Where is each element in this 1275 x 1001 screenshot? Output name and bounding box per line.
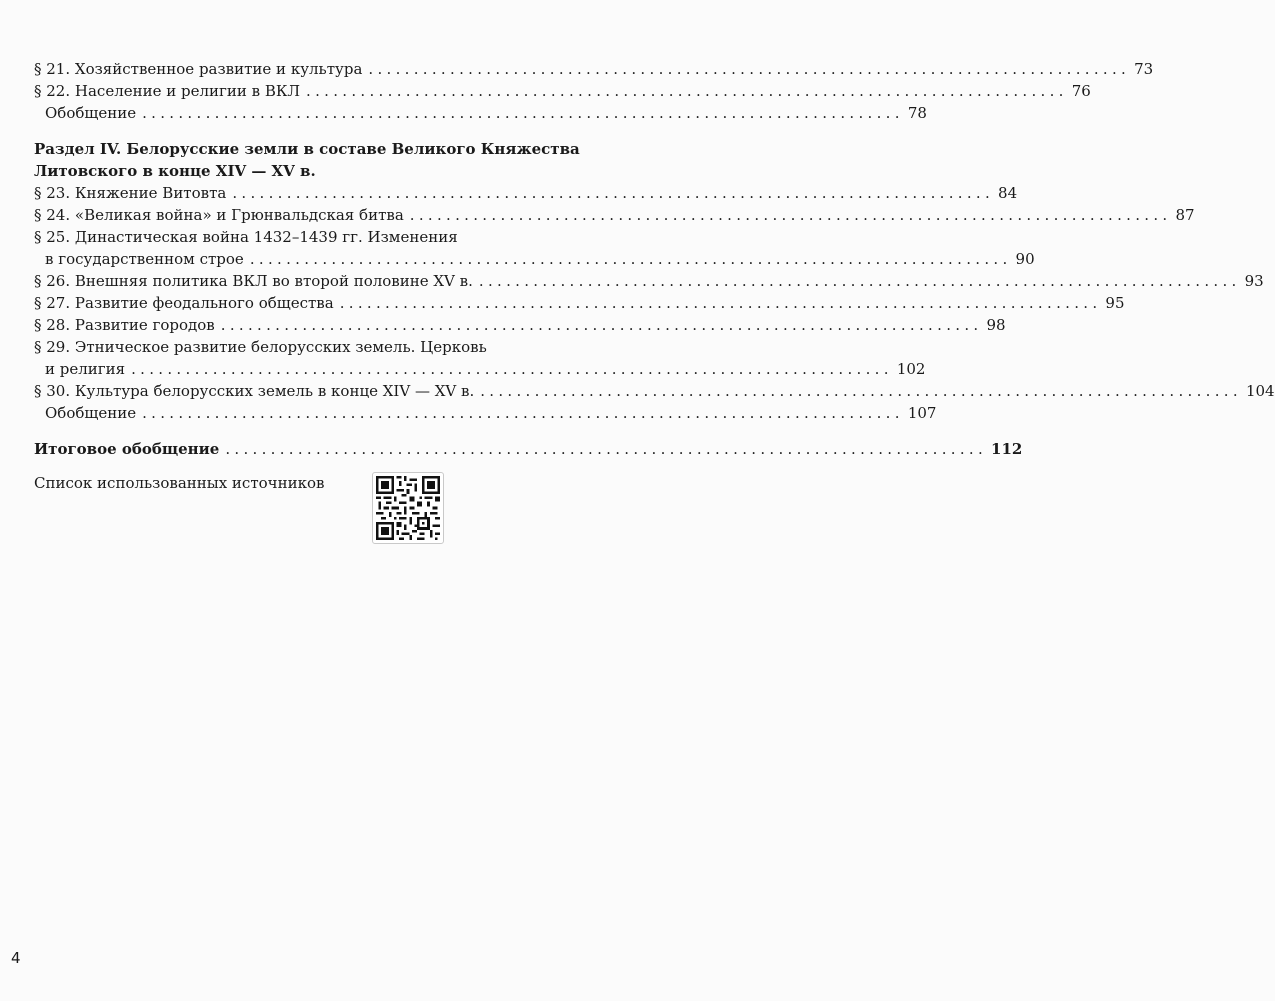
toc-page-number: 76 bbox=[1071, 82, 1091, 100]
dot-leader: .................................................................................... bbox=[409, 206, 1172, 224]
section-heading-line1: Раздел IV. Белорусские земли в составе Великого Княжества bbox=[34, 140, 580, 158]
toc-entry-title: § 24. «Великая война» и Грюнвальдская битва bbox=[34, 206, 404, 224]
dot-leader: .................................................................................... bbox=[339, 294, 1102, 312]
toc-page-number: 98 bbox=[986, 316, 1006, 334]
dot-leader: .................................................................................... bbox=[225, 440, 988, 458]
toc-entry-title: § 30. Культура белорусских земель в конце XIV — XV в. bbox=[34, 382, 475, 400]
dot-leader: .................................................................................... bbox=[220, 316, 983, 334]
toc-page-number: 95 bbox=[1105, 294, 1125, 312]
toc-page-number: 84 bbox=[998, 184, 1018, 202]
toc-entry-26[interactable] bbox=[34, 270, 1264, 292]
toc-entry-title: § 22. Население и религии в ВКЛ bbox=[34, 82, 301, 100]
dot-leader: .................................................................................... bbox=[249, 250, 1012, 268]
toc-page-number: 112 bbox=[991, 440, 1023, 458]
toc-entry-title: § 21. Хозяйственное развитие и культура bbox=[34, 60, 363, 78]
toc-page-number: 78 bbox=[907, 104, 927, 122]
dot-leader: .................................................................................... bbox=[368, 60, 1131, 78]
toc-entry-22[interactable] bbox=[34, 80, 1091, 102]
toc-page-number: 90 bbox=[1015, 250, 1035, 268]
toc-entry-24[interactable] bbox=[34, 204, 1195, 226]
toc-page-number: 102 bbox=[896, 360, 926, 378]
dot-leader: .................................................................................... bbox=[480, 382, 1242, 400]
toc-page-number: 73 bbox=[1134, 60, 1154, 78]
toc-entry-27[interactable] bbox=[34, 292, 1125, 314]
toc-page-number: 93 bbox=[1244, 272, 1264, 290]
sources-block bbox=[34, 472, 614, 494]
sources-label: Список использованных источников bbox=[34, 474, 325, 492]
toc-entry-summary-4[interactable] bbox=[34, 402, 937, 424]
section-heading[interactable] bbox=[34, 138, 614, 182]
toc-page-number: 87 bbox=[1175, 206, 1195, 224]
toc-page-number: 104 bbox=[1245, 382, 1275, 400]
dot-leader: .................................................................................... bbox=[131, 360, 893, 378]
toc-entry-23[interactable] bbox=[34, 182, 1018, 204]
table-of-contents bbox=[34, 58, 1275, 460]
toc-entry-title: § 29. Этническое развитие белорусских земель. Церковь bbox=[34, 338, 487, 356]
toc-entry-29[interactable] bbox=[34, 336, 926, 380]
toc-entry-28[interactable] bbox=[34, 314, 1006, 336]
toc-entry-summary-3[interactable] bbox=[34, 102, 927, 124]
toc-entry-25[interactable] bbox=[34, 226, 1035, 270]
dot-leader: .................................................................................... bbox=[142, 404, 904, 422]
dot-leader: .................................................................................... bbox=[142, 104, 904, 122]
toc-entry-title: § 28. Развитие городов bbox=[34, 316, 215, 334]
toc-entry-title-continued: в государственном строе bbox=[45, 250, 244, 268]
dot-leader: .................................................................................... bbox=[478, 272, 1241, 290]
toc-entry-title-continued: и религия bbox=[45, 360, 126, 378]
page-number: 4 bbox=[11, 949, 21, 967]
toc-page-number: 107 bbox=[907, 404, 937, 422]
toc-entry-21[interactable] bbox=[34, 58, 1154, 80]
toc-entry-title: Обобщение bbox=[45, 404, 137, 422]
toc-entry-title: § 26. Внешняя политика ВКЛ во второй половине XV в. bbox=[34, 272, 473, 290]
qr-code-icon[interactable] bbox=[372, 472, 444, 544]
toc-entry-title: § 23. Княжение Витовта bbox=[34, 184, 227, 202]
toc-entry-title: Обобщение bbox=[45, 104, 137, 122]
toc-entry-title: Итоговое обобщение bbox=[34, 440, 220, 458]
section-heading-line2: Литовского в конце XIV — XV в. bbox=[34, 162, 316, 180]
toc-entry-title: § 25. Династическая война 1432–1439 гг. Изменения bbox=[34, 228, 458, 246]
toc-entry-final-summary[interactable] bbox=[34, 438, 1023, 460]
toc-entry-30[interactable] bbox=[34, 380, 1275, 402]
dot-leader: .................................................................................... bbox=[306, 82, 1068, 100]
dot-leader: .................................................................................... bbox=[232, 184, 995, 202]
toc-entry-title: § 27. Развитие феодального общества bbox=[34, 294, 334, 312]
qr-code-graphic bbox=[376, 476, 440, 540]
